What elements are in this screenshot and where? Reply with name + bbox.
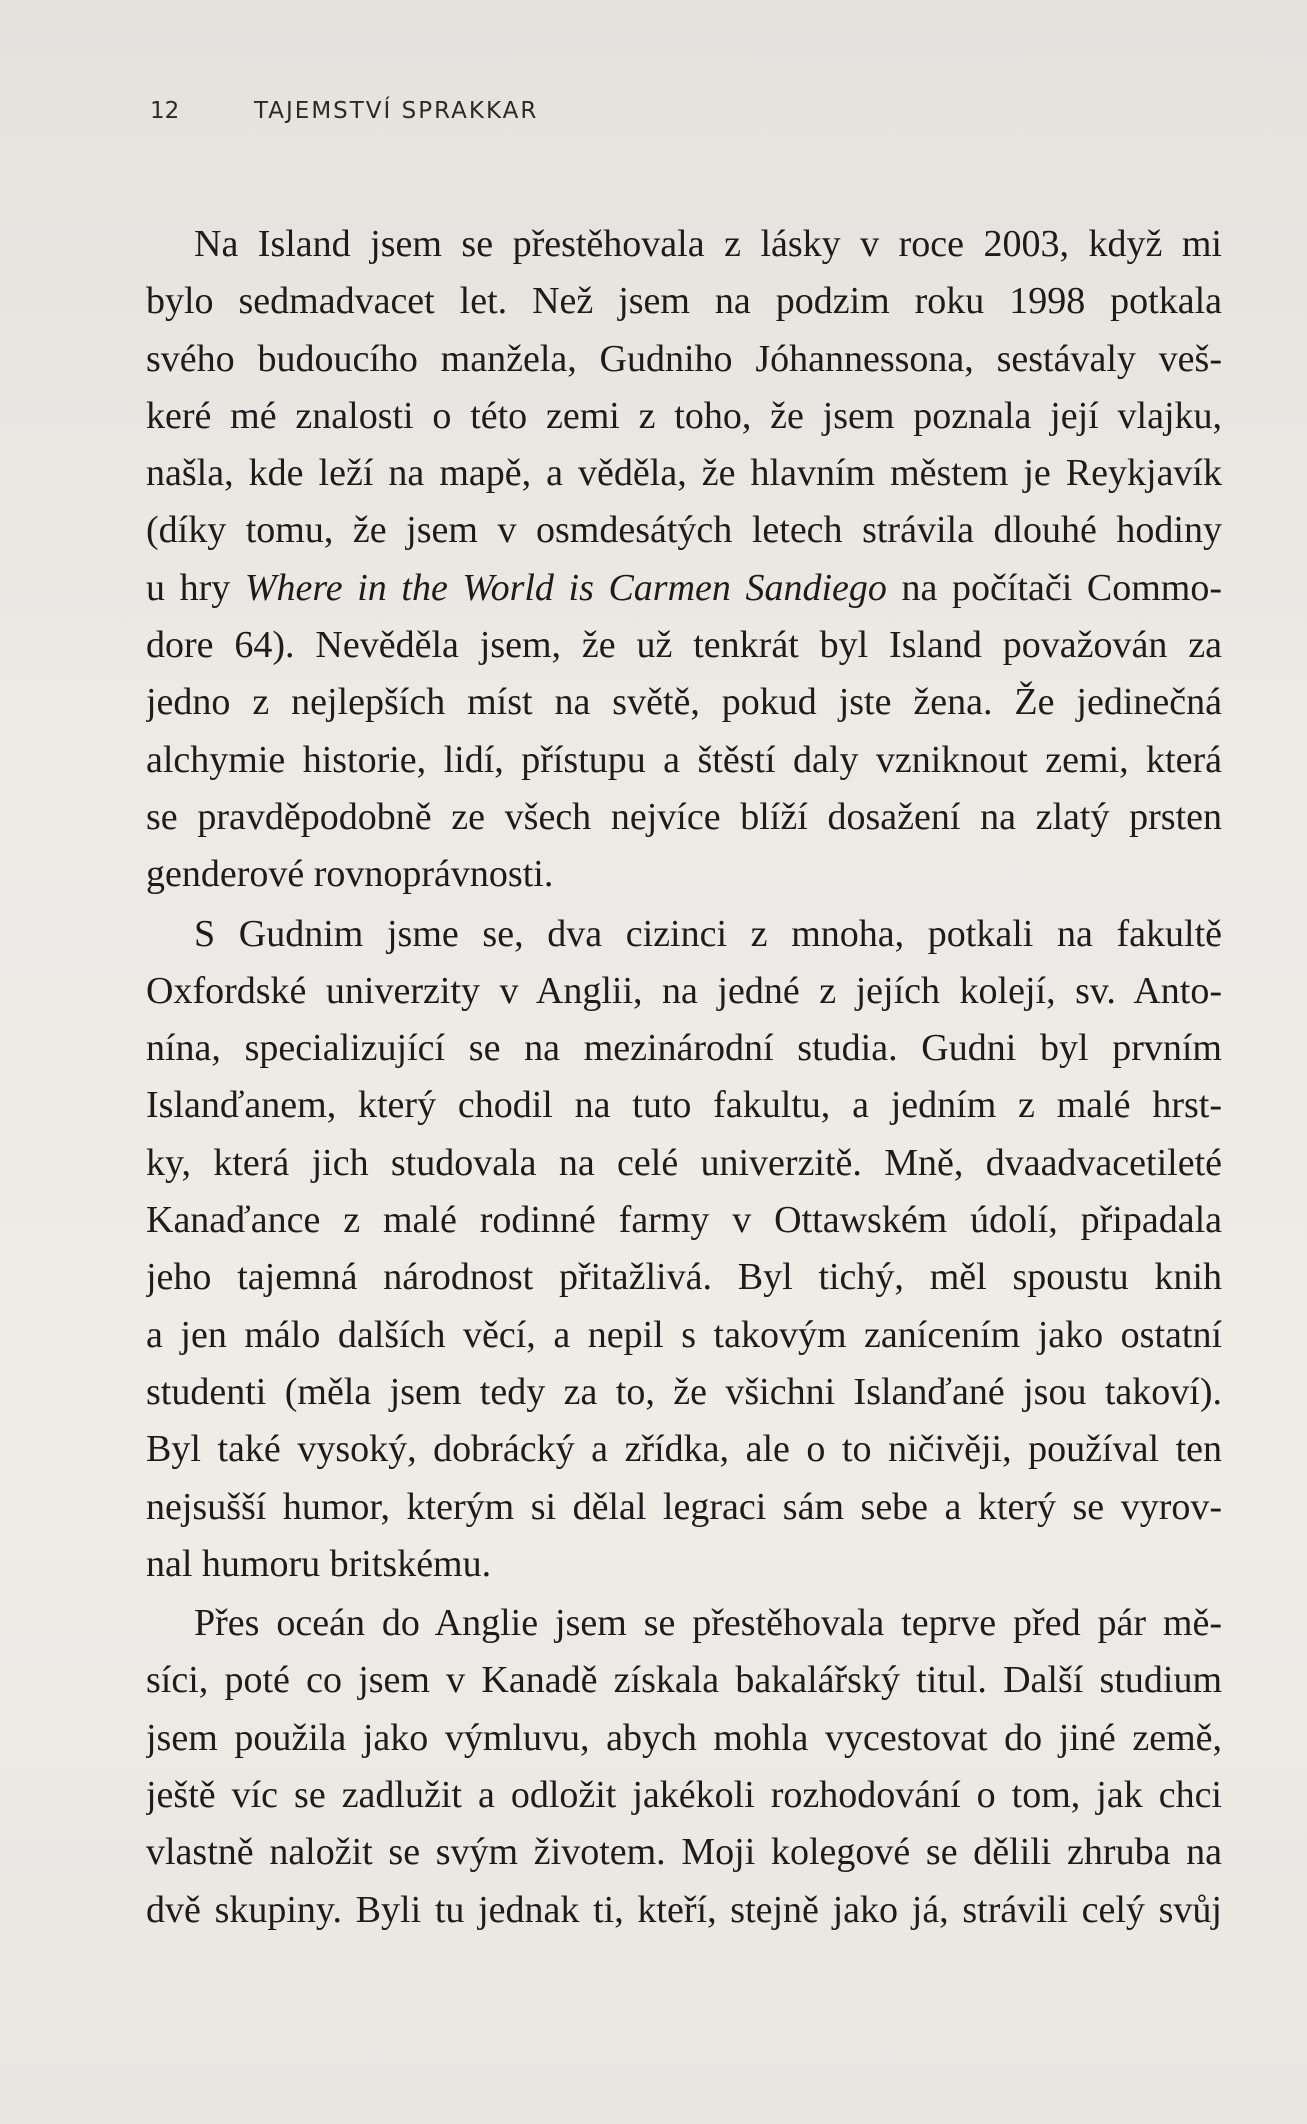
text-line: a jen málo dalších věcí, a nepil s takovým zanícením jako ostatní (146, 1313, 1222, 1356)
text-line: jeho tajemná národnost přitažlivá. Byl tichý, měl spoustu knih (146, 1256, 1222, 1299)
text-line: ještě víc se zadlužit a odložit jakékoli rozhodování o tom, jak chci (146, 1774, 1222, 1817)
text-segment: u hry (146, 566, 245, 609)
text-line: Oxfordské univerzity v Anglii, na jedné z jejích kolejí, sv. Anto- (146, 969, 1222, 1012)
text-line: vlastně naložit se svým životem. Moji kolegové se dělili zhruba na (146, 1831, 1222, 1874)
text-line: Přes oceán do Anglie jsem se přestěhovala teprve před pár mě- (194, 1602, 1222, 1645)
text-line: bylo sedmadvacet let. Než jsem na podzim roku 1998 potkala (146, 280, 1222, 323)
text-line: keré mé znalosti o této zemi z toho, že jsem poznala její vlajku, (146, 394, 1222, 437)
text-line: síci, poté co jsem v Kanadě získala bakalářský titul. Další studium (146, 1659, 1222, 1702)
text-line: studenti (měla jsem tedy za to, že všichni Islanďané jsou takoví). (146, 1370, 1222, 1413)
text-line: genderové rovnoprávnosti. (146, 853, 554, 896)
text-line (146, 560, 1222, 617)
text-line: (díky tomu, že jsem v osmdesátých letech strávila dlouhé hodiny (146, 509, 1222, 552)
running-head-title: TAJEMSTVÍ SPRAKKAR (254, 98, 539, 124)
body-text (146, 216, 1222, 1939)
italic-game-title: Where in the World is Carmen Sandiego (244, 566, 887, 609)
text-line: nína, specializující se na mezinárodní studia. Gudni byl prvním (146, 1027, 1222, 1070)
text-line: jsem použila jako výmluvu, abych mohla vycestovat do jiné země, (146, 1716, 1222, 1759)
text-line: nal humoru britskému. (146, 1542, 492, 1585)
text-line: Kanaďance z malé rodinné farmy v Ottawském údolí, připadala (146, 1199, 1222, 1242)
text-line: našla, kde leží na mapě, a věděla, že hlavním městem je Reykjavík (146, 452, 1222, 495)
text-line: dore 64). Nevěděla jsem, že už tenkrát byl Island považován za (146, 624, 1222, 667)
text-line: S Gudnim jsme se, dva cizinci z mnoha, potkali na fakultě (194, 912, 1222, 955)
text-line: se pravděpodobně ze všech nejvíce blíží dosažení na zlatý prsten (146, 795, 1222, 838)
text-line: svého budoucího manžela, Gudniho Jóhannessona, sestávaly veš- (146, 337, 1222, 380)
text-line: nejsušší humor, kterým si dělal legraci sám sebe a který se vyrov- (146, 1485, 1222, 1528)
text-line: Byl také vysoký, dobrácký a zřídka, ale o to ničivěji, používal ten (146, 1428, 1222, 1471)
text-line: Islanďanem, který chodil na tuto fakultu, a jedním z malé hrst- (146, 1084, 1222, 1127)
text-line: ky, která jich studovala na celé univerzitě. Mně, dvaadvacetileté (146, 1141, 1222, 1184)
page-number: 12 (150, 98, 180, 124)
text-segment: na počítači Commo- (886, 566, 1222, 609)
running-head (150, 98, 538, 124)
text-line: Na Island jsem se přestěhovala z lásky v roce 2003, když mi (194, 223, 1222, 265)
text-line: alchymie historie, lidí, přístupu a štěstí daly vzniknout zemi, která (146, 738, 1222, 781)
text-line: jedno z nejlepších míst na světě, pokud jste žena. Že jedinečná (146, 681, 1222, 724)
text-line: dvě skupiny. Byli tu jednak ti, kteří, stejně jako já, strávili celý svůj (146, 1888, 1222, 1931)
